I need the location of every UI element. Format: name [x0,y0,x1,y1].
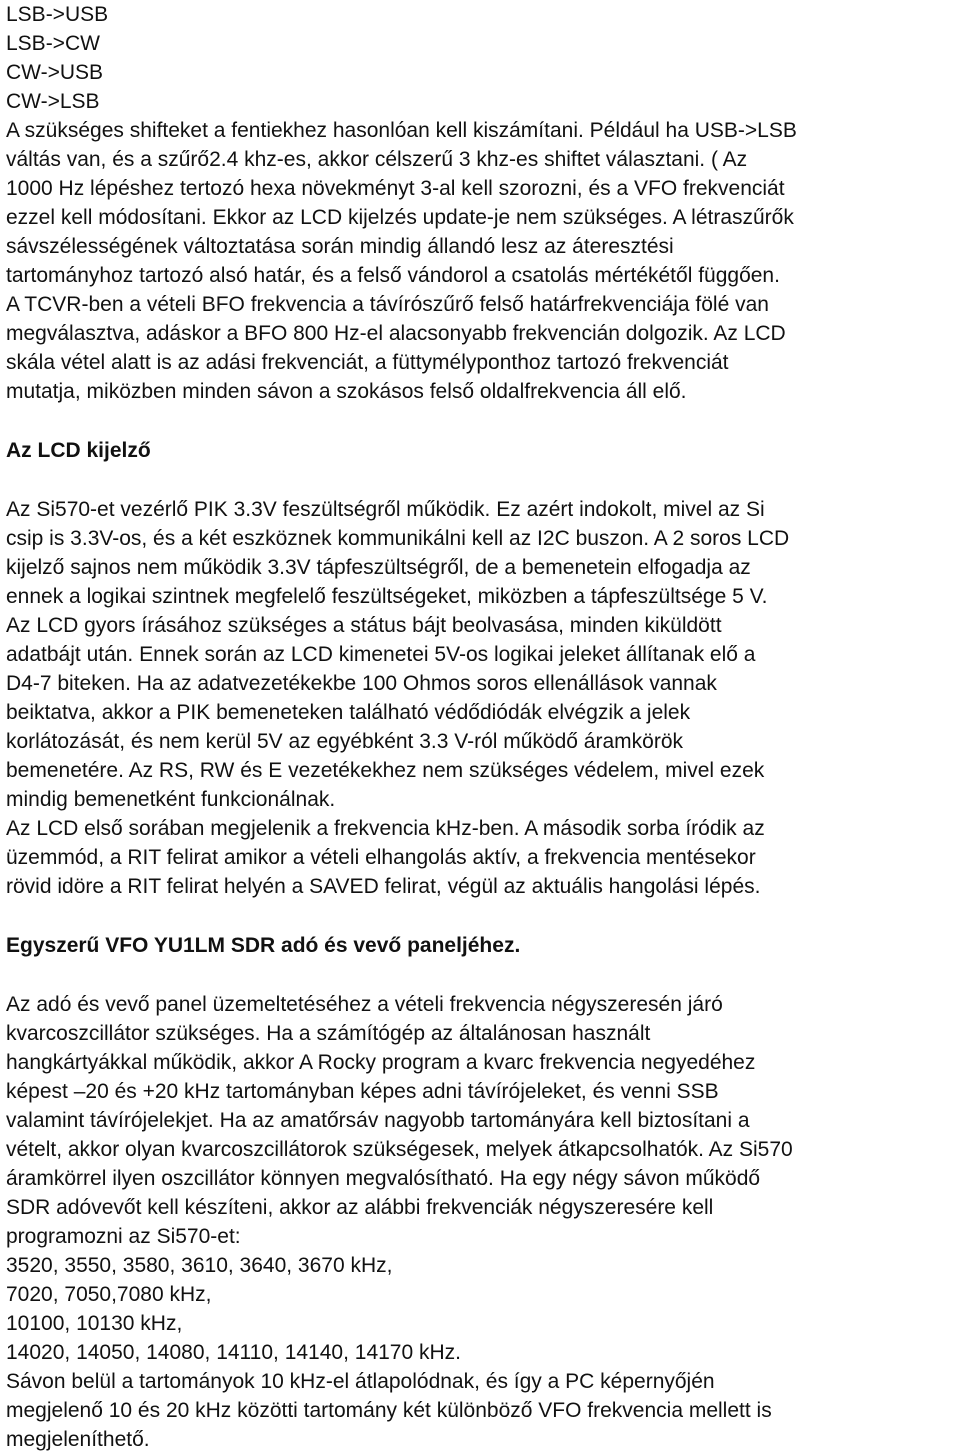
paragraph-lcd [6,495,956,901]
text-line: rövid idöre a RIT felirat helyén a SAVED felirat, végül az aktuális hangolási lépés. [6,875,761,898]
text-line: bemenetére. Az RS, RW és E vezetékekhez nem szükséges védelem, mivel ezek [6,759,765,782]
text-line: valamint távírójelekjet. Ha az amatőrsáv nagyobb tartományára kell biztosítani a [6,1109,750,1132]
text-line: vételt, akkor olyan kvarcoszcillátorok szükségesek, melyek átkapcsolhatók. Az Si570 [6,1138,793,1161]
text-line: hangkártyákkal működik, akkor A Rocky program a kvarc frekvencia negyedéhez [6,1051,756,1074]
text-line: 1000 Hz lépéshez tertozó hexa növekményt 3-al kell szorozni, és a VFO frekvenciát [6,177,785,200]
frequency-line: 10100, 10130 kHz, [6,1312,183,1335]
text-line: A TCVR-ben a vételi BFO frekvencia a távírószűrő felső határfrekvenciája fölé van [6,293,769,316]
text-line: csip is 3.3V-os, és a két eszköznek kommunikálni kell az I2C buszon. A 2 soros LCD [6,527,790,550]
frequency-line: 3520, 3550, 3580, 3610, 3640, 3670 kHz, [6,1254,393,1277]
text-line: Az LCD első sorában megjelenik a frekvencia kHz-ben. A második sorba íródik az [6,817,765,840]
spacer [6,901,956,931]
mode-item: LSB->USB [6,3,109,26]
text-line: korlátozását, és nem kerül 5V az egyébként 3.3 V-ról működő áramkörök [6,730,684,753]
text-line: képest –20 és +20 kHz tartományban képes adni távírójeleket, és venni SSB [6,1080,719,1103]
mode-item: CW->LSB [6,90,100,113]
spacer [6,406,956,436]
mode-list [6,0,956,116]
text-line: ezzel kell módosítani. Ekkor az LCD kijelzés update-je nem szükséges. A létraszűrők [6,206,794,229]
text-line: A szükséges shifteket a fentiekhez hasonlóan kell kiszámítani. Például ha USB->LSB [6,119,797,142]
text-line: skála vétel alatt is az adási frekvenciát, a füttymélyponthoz tartozó frekvenciát [6,351,729,374]
text-line: megjelenő 10 és 20 kHz közötti tartomány két különböző VFO frekvencia mellett is [6,1399,772,1422]
section-heading-vfo: Egyszerű VFO YU1LM SDR adó és vevő paneljéhez. [6,934,521,957]
text-line: kijelző sajnos nem működik 3.3V tápfeszültségről, de a bemenetein elfogadja az [6,556,751,579]
text-line: Az Si570-et vezérlő PIK 3.3V feszültségről működik. Ez azért indokolt, mivel az Si [6,498,765,521]
text-line: mindig bemenetként funkcionálnak. [6,788,336,811]
text-line: adatbájt után. Ennek során az LCD kimenetei 5V-os logikai jeleket állítanak elő a [6,643,756,666]
text-line: beiktatva, akkor a PIK bemeneteken található védődiódák elvégzik a jelek [6,701,691,724]
text-line: Sávon belül a tartományok 10 kHz-el átlapolódnak, és így a PC képernyőjén [6,1370,715,1393]
document-page [6,0,956,1454]
text-line: üzemmód, a RIT felirat amikor a vételi elhangolás aktív, a frekvencia mentésekor [6,846,756,869]
paragraph-shift [6,116,956,406]
text-line: Az adó és vevő panel üzemeltetéséhez a vételi frekvencia négyszeresén járó [6,993,723,1016]
text-line: mutatja, miközben minden sávon a szokásos felső oldalfrekvencia áll elő. [6,380,687,403]
text-line: áramkörrel ilyen oszcillátor könnyen megvalósítható. Ha egy négy sávon működő [6,1167,761,1190]
text-line: programozni az Si570-et: [6,1225,241,1248]
section-heading-lcd: Az LCD kijelző [6,439,151,462]
text-line: D4-7 biteken. Ha az adatvezetékekbe 100 Ohmos soros ellenállások vannak [6,672,717,695]
text-line: SDR adóvevőt kell készíteni, akkor az alábbi frekvenciák négyszeresére kell [6,1196,714,1219]
mode-item: CW->USB [6,61,104,84]
text-line: megjeleníthető. [6,1428,150,1451]
frequency-line: 7020, 7050,7080 kHz, [6,1283,212,1306]
text-line: ennek a logikai szintnek megfelelő feszültségeket, miközben a tápfeszültsége 5 V. [6,585,768,608]
mode-item: LSB->CW [6,32,100,55]
text-line: váltás van, és a szűrő2.4 khz-es, akkor célszerű 3 khz-es shiftet választani. ( Az [6,148,748,171]
spacer [6,960,956,990]
frequency-line: 14020, 14050, 14080, 14110, 14140, 14170 kHz. [6,1341,461,1364]
text-line: sávszélességének változtatása során mindig állandó lesz az áteresztési [6,235,674,258]
text-line: kvarcoszcillátor szükséges. Ha a számítógép az általánosan használt [6,1022,651,1045]
text-line: Az LCD gyors írásához szükséges a státus bájt beolvasása, minden kiküldött [6,614,722,637]
text-line: tartományhoz tartozó alsó határ, és a felső vándorol a csatolás mértékétől függően. [6,264,780,287]
spacer [6,465,956,495]
text-line: megválasztva, adáskor a BFO 800 Hz-el alacsonyabb frekvencián dolgozik. Az LCD [6,322,786,345]
paragraph-vfo [6,990,956,1454]
